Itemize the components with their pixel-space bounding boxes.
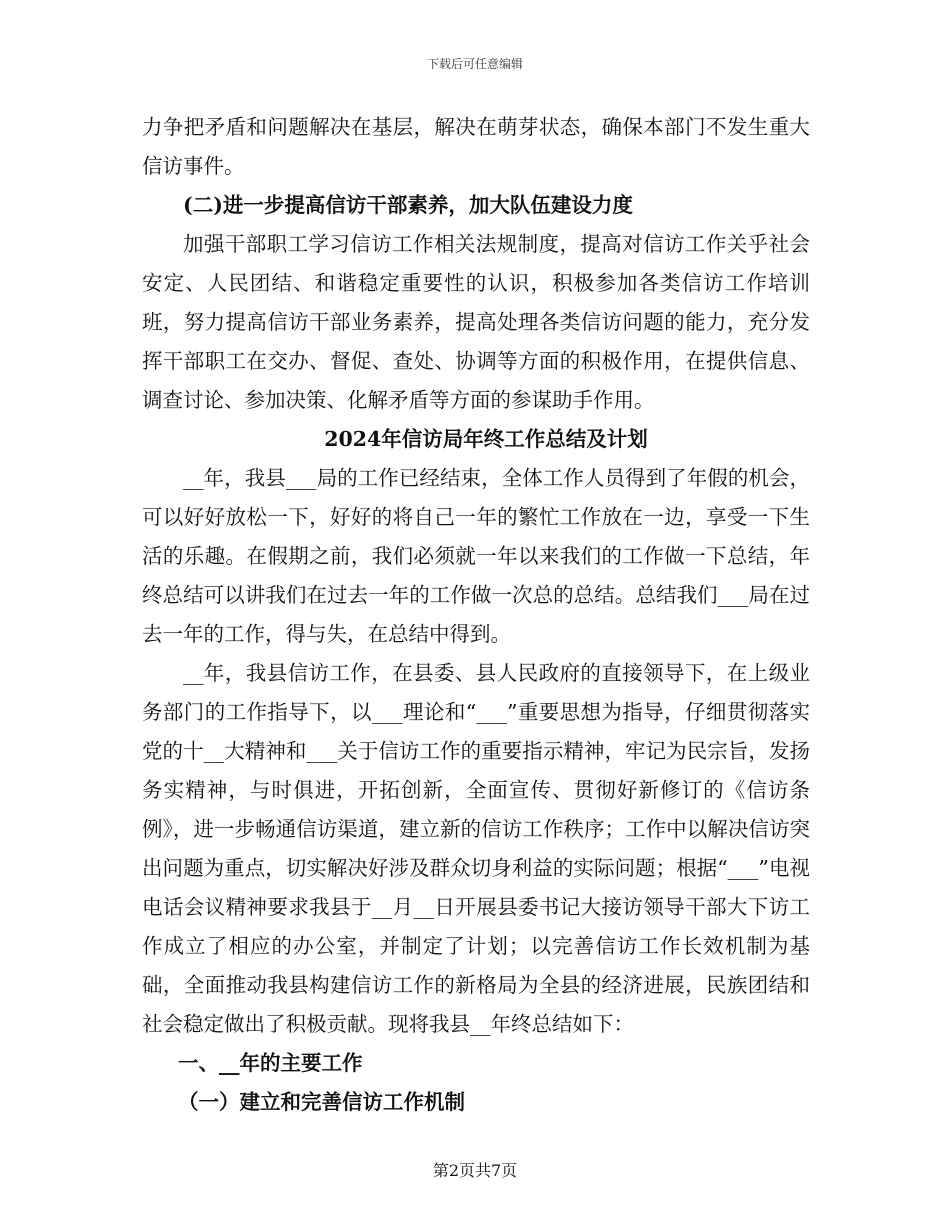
page-number: 第2页共7页 [432,1161,518,1180]
section-heading-2: (二)进一步提高信访干部素养，加大队伍建设力度 [183,193,633,217]
section-heading-mechanism: （一）建立和完善信访工作机制 [178,1090,465,1114]
page-header: 下载后可任意编辑 [426,57,523,71]
paragraph-continuation: 力争把矛盾和问题解决在基层，解决在萌芽状态，确保本部门不发生重大信访事件。 [142,115,810,178]
document-title: 2024年信访局年终工作总结及计划 [324,427,648,451]
paragraph-training: 加强干部职工学习信访工作相关法规制度，提高对信访工作关乎社会安定、人民团结、和谐稳定重要性的认识，积极参加各类信访工作培训班，努力提高信访干部业务素养，提高处理各类信访问题的能力，充分发挥干部职工在交办、督促、查处、协调等方面的积极作用，在提供信息、调查讨论、参加决策、化解矛盾等方面的参谋助手作用。 [142,232,810,412]
document-body [142,108,810,1122]
paragraph-summary: __年，我县信访工作，在县委、县人民政府的直接领导下，在上级业务部门的工作指导下，以___理论和“___”重要思想为指导，仔细贯彻落实党的十__大精神和___关于信访工作的重要指示精神，牢记为民宗旨，发扬务实精神，与时俱进，开拓创新，全面宣传、贯彻好新修订的《信访条例》，进一步畅通信访渠道，建立新的信访工作秩序；工作中以解决信访突出问题为重点，切实解决好涉及群众切身利益的实际问题；根据“___”电视电话会议精神要求我县于__月__日开展县委书记大接访领导干部大下访工作成立了相应的办公室，并制定了计划；以完善信访工作长效机制为基础，全面推动我县构建信访工作的新格局为全县的经济进展，民族团结和社会稳定做出了积极贡献。现将我县__年终总结如下： [142,661,810,1036]
section-heading-main-work: 一、__年的主要工作 [178,1051,363,1075]
paragraph-intro: __年，我县___局的工作已经结束，全体工作人员得到了年假的机会，可以好好放松一下，好好的将自己一年的繁忙工作放在一边，享受一下生活的乐趣。在假期之前，我们必须就一年以来我们的工作做一下总结，年终总结可以讲我们在过去一年的工作做一次总的总结。总结我们___局在过去一年的工作，得与失，在总结中得到。 [142,466,810,646]
